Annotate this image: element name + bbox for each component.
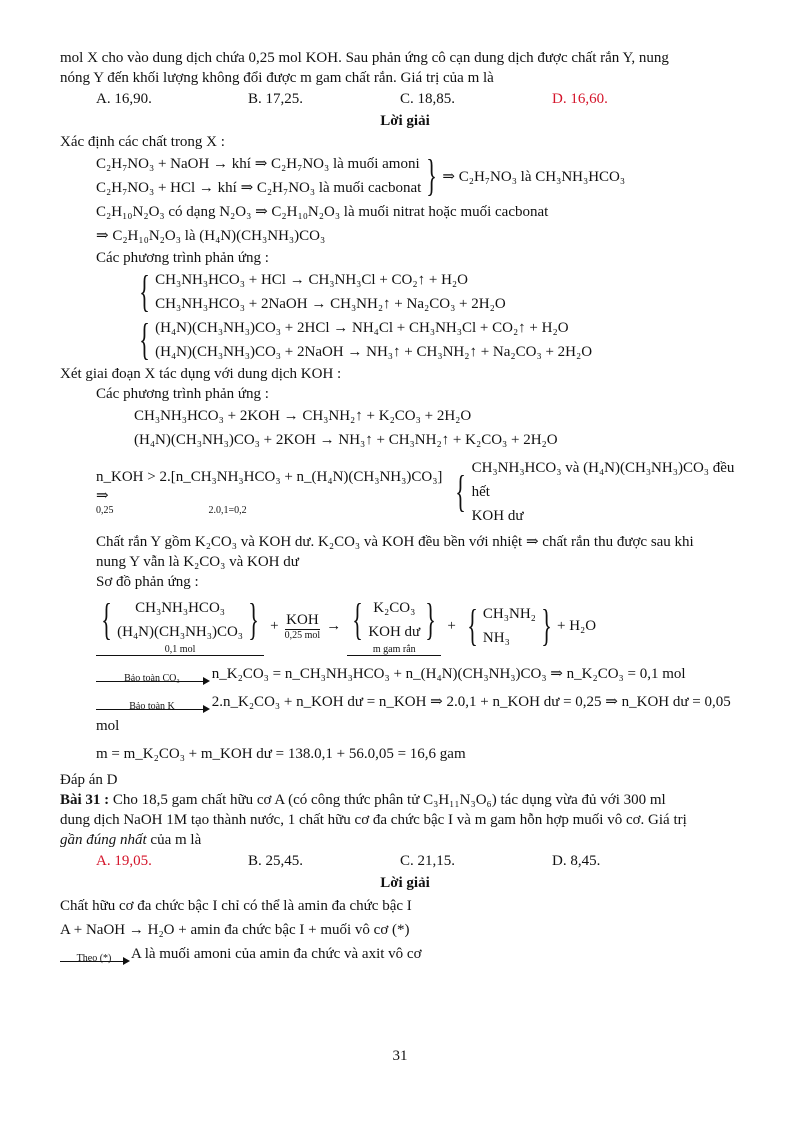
left-brace: { [139, 315, 150, 364]
scheme-title: Sơ đồ phản ứng : [96, 574, 199, 590]
identify-eq-1: C₂H₇NO₃ + NaOH → khí ⇒ C₂H₇NO₃ là muối amoni [96, 156, 420, 172]
scheme-product-1: K₂CO₃ [373, 600, 416, 616]
q31-step-3: Theo (*) A là muối amoni của amin đa chức và axit vô cơ [60, 942, 750, 966]
q31-line-2: dung dịch NaOH 1M tạo thành nước, 1 chất hữu cơ đa chức bậc I và m gam hỗn hợp muối vô cơ. Giá trị [60, 812, 687, 828]
comparison-sub-1: 0,25 [96, 504, 114, 516]
reaction-group-1 [134, 268, 750, 316]
q31-label: Bài 31 : [60, 792, 110, 808]
reactions-title: Các phương trình phản ứng : [96, 250, 269, 266]
q31-step-1: Chất hữu cơ đa chức bậc I chỉ có thể là amin đa chức bậc I [60, 898, 412, 914]
q31-options [96, 850, 750, 872]
scheme-koh-amount: 0,25 mol [284, 629, 321, 641]
intro-line-1: mol X cho vào dung dịch chứa 0,25 mol KOH. Sau phản ứng cô cạn dung dịch được chất rắn Y, nung [60, 50, 669, 66]
q30-options [96, 88, 750, 110]
q31-option-d: D. 8,45. [552, 853, 601, 869]
scheme-product-2: KOH dư [368, 624, 421, 640]
solid-y-line-2: nung Y vẫn là K₂CO₃ và KOH dư [96, 554, 299, 570]
q31-option-a-correct: A. 19,05. [96, 853, 152, 869]
left-brace: { [455, 467, 467, 516]
scheme-gas-2: NH₃ [482, 630, 510, 646]
scheme-reactant-amount: 0,1 mol [96, 644, 264, 656]
intro-line-2: nóng Y đến khối lượng không đổi được m gam chất rắn. Giá trị của m là [60, 70, 494, 86]
scheme-water: + H₂O [557, 617, 597, 634]
page-number: 31 [392, 1048, 408, 1064]
option-a: A. 16,90. [96, 91, 152, 107]
step-2-title: Xét giai đoạn X tác dụng với dung dịch KOH : [60, 366, 342, 382]
reaction-1: CH₃NH₃HCO₃ + HCl → CH₃NH₃Cl + CO₂↑ + H₂O [155, 272, 468, 288]
conservation-k-eq: 2.n_K₂CO₃ + n_KOH dư = n_KOH ⇒ 2.0,1 + n_KOH dư = 0,25 ⇒ n_KOH dư = 0,05 mol [96, 694, 731, 734]
identify-block [96, 152, 750, 200]
solid-y-line-1: Chất rắn Y gồm K₂CO₃ và KOH dư. K₂CO₃ và KOH đều bền với nhiệt ⇒ chất rắn thu được sau khi [96, 534, 694, 550]
conservation-k-label: Bảo toàn K [96, 695, 208, 710]
q31-line-1: Bài 31 : Cho 18,5 gam chất hữu cơ A (có công thức phân tử C₃H₁₁N₃O₆) tác dụng vừa đủ với 300 ml [60, 792, 666, 808]
reaction-scheme: { CH₃NH₃HCO₃ (H₄N)(CH₃NH₃)CO₃ } 0,1 mol + KOH 0,25 mol → { K₂CO₃ KOH dư } m gam rắn + { CH₃NH₂ NH₃ } + H₂O [96, 596, 750, 656]
page-content [60, 48, 750, 966]
scheme-reactant-1: CH₃NH₃HCO₃ [135, 600, 226, 616]
koh-reaction-1: CH₃NH₃HCO₃ + 2KOH → CH₃NH₂↑ + K₂CO₃ + 2H₂O [134, 408, 472, 424]
comparison-sub-2: 2.0,1=0,2 [208, 504, 247, 516]
q31-step-3-label: Theo (*) [60, 947, 128, 962]
conservation-co3-eq: n_K₂CO₃ = n_CH₃NH₃HCO₃ + n_(H₄N)(CH₃NH₃)CO₃ ⇒ n_K₂CO₃ = 0,1 mol [211, 666, 686, 682]
reactions-title-2: Các phương trình phản ứng : [96, 386, 269, 402]
comparison-right-2: KOH dư [471, 508, 524, 524]
solution-heading: Lời giải [380, 113, 430, 129]
conservation-k [96, 690, 750, 738]
reaction-2: CH₃NH₃HCO₃ + 2NaOH → CH₃NH₂↑ + Na₂CO₃ + 2H₂O [155, 296, 506, 312]
identify-eq-2: C₂H₇NO₃ + HCl → khí ⇒ C₂H₇NO₃ là muối cacbonat [96, 180, 422, 196]
option-c: C. 18,85. [400, 91, 456, 107]
conservation-co3-label: Bảo toàn CO₃ [96, 667, 208, 682]
reaction-group-2 [134, 316, 750, 364]
scheme-reactant-2: (H₄N)(CH₃NH₃)CO₃ [117, 624, 244, 640]
option-d-correct: D. 16,60. [552, 91, 608, 107]
scheme-gas-1: CH₃NH₂ [482, 606, 536, 622]
q31-step-2: A + NaOH → H₂O + amin đa chức bậc I + muối vô cơ (*) [60, 922, 410, 938]
scheme-product-amount: m gam rắn [347, 644, 441, 656]
conservation-co3 [96, 662, 750, 686]
q31-line-3: gần đúng nhất của m là [60, 832, 202, 848]
reaction-4: (H₄N)(CH₃NH₃)CO₃ + 2NaOH → NH₃↑ + CH₃NH₂↑ + Na₂CO₃ + 2H₂O [155, 344, 593, 360]
answer-30: Đáp án D [60, 772, 118, 788]
comparison-block [96, 456, 750, 528]
mass-equation: m = m_K₂CO₃ + m_KOH dư = 138.0,1 + 56.0,05 = 16,6 gam [96, 746, 466, 762]
scheme-koh: KOH [286, 611, 319, 628]
identify-eq-3: C₂H₁₀N₂O₃ có dạng N₂O₃ ⇒ C₂H₁₀N₂O₃ là muối nitrat hoặc muối cacbonat [96, 204, 549, 220]
identify-eq-4: ⇒ C₂H₁₀N₂O₃ là (H₄N)(CH₃NH₃)CO₃ [96, 228, 326, 244]
solution-heading-2: Lời giải [380, 875, 430, 891]
identify-conclusion: ⇒ C₂H₇NO₃ là CH₃NH₃HCO₃ [442, 168, 626, 185]
option-b: B. 17,25. [248, 91, 304, 107]
right-brace: } [426, 151, 438, 200]
comparison-right-1: CH₃NH₃HCO₃ và (H₄N)(CH₃NH₃)CO₃ đều hết [471, 460, 735, 500]
left-brace: { [139, 267, 150, 316]
q31-option-c: C. 21,15. [400, 853, 456, 869]
koh-reaction-2: (H₄N)(CH₃NH₃)CO₃ + 2KOH → NH₃↑ + CH₃NH₂↑ + K₂CO₃ + 2H₂O [134, 432, 558, 448]
step-1-title: Xác định các chất trong X : [60, 134, 225, 150]
comparison-left: n_KOH > 2.[n_CH₃NH₃HCO₃ + n_(H₄N)(CH₃NH₃)CO₃] ⇒ [96, 468, 443, 504]
q31-option-b: B. 25,45. [248, 853, 304, 869]
reaction-3: (H₄N)(CH₃NH₃)CO₃ + 2HCl → NH₄Cl + CH₃NH₃Cl + CO₂↑ + H₂O [155, 320, 569, 336]
